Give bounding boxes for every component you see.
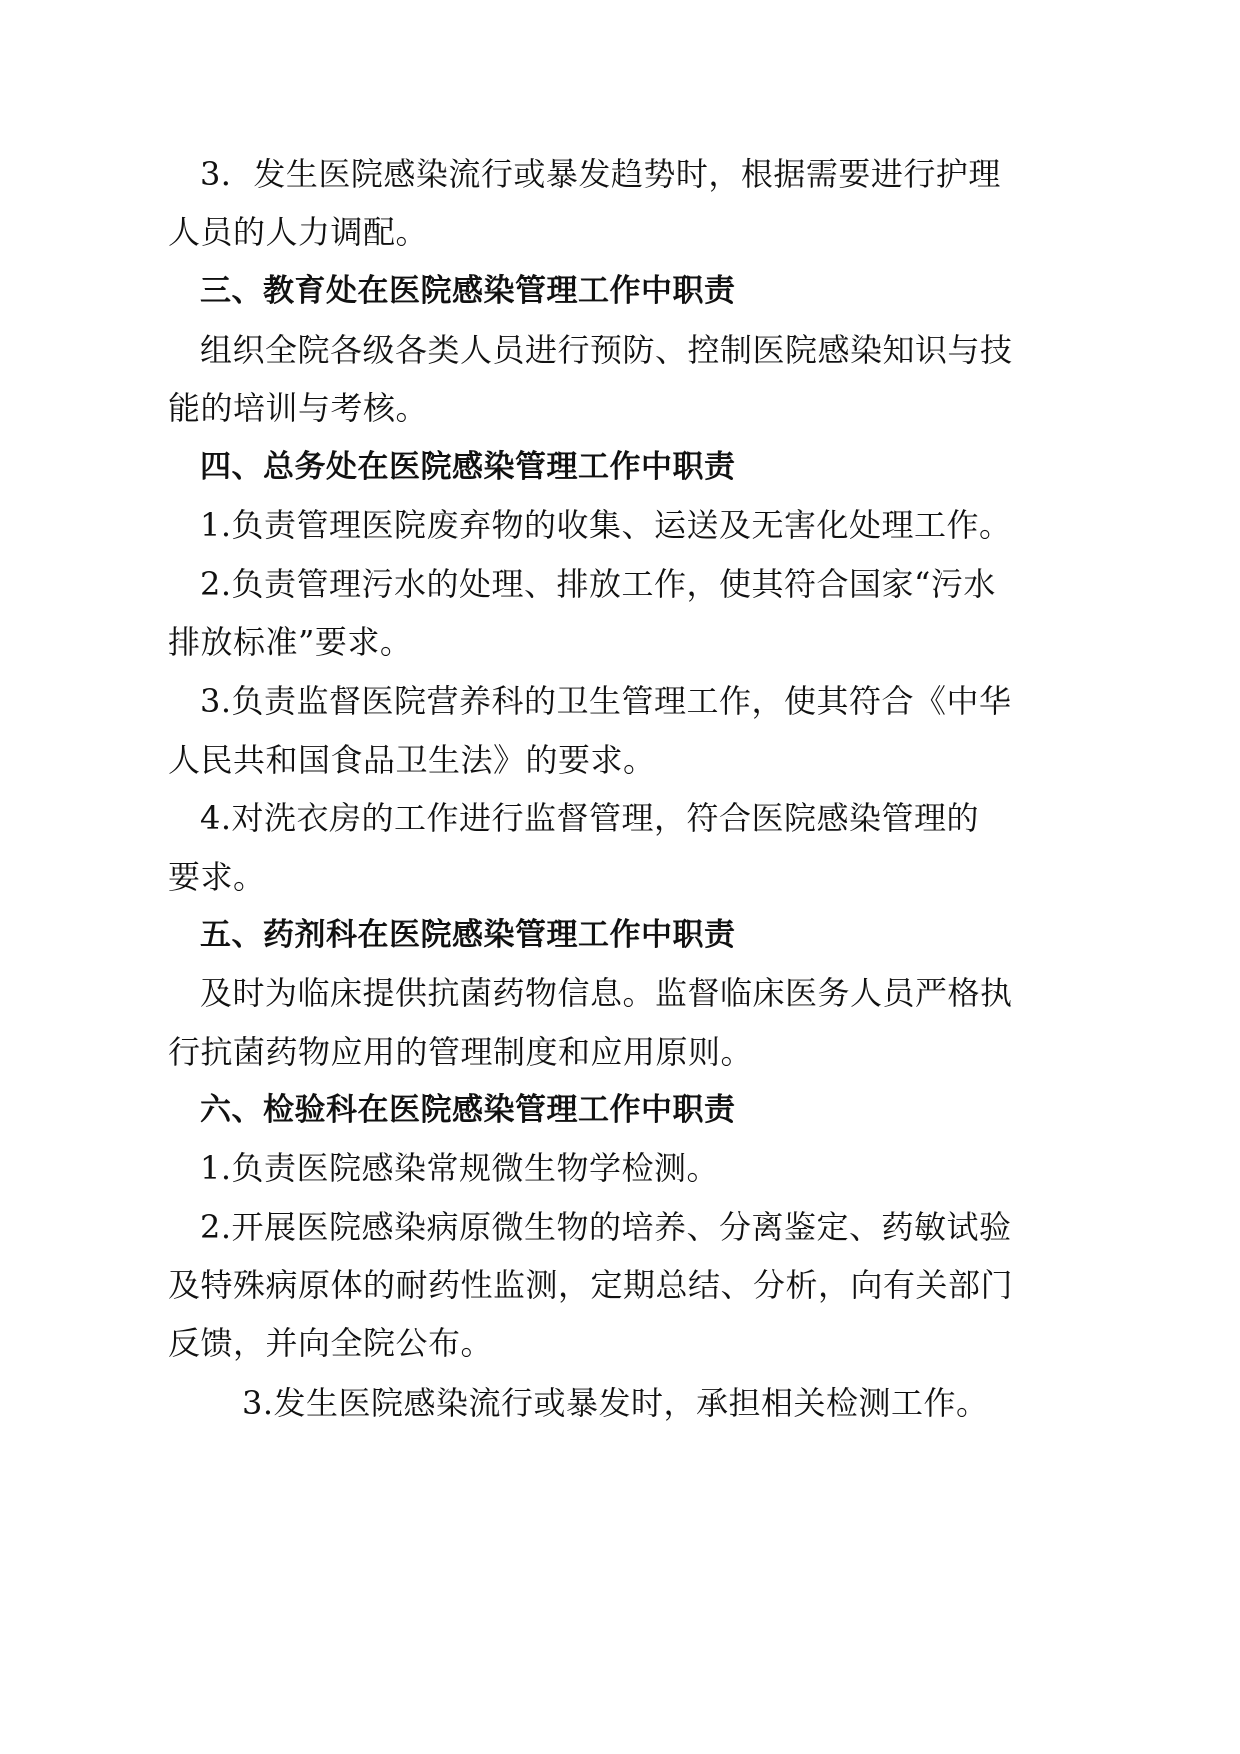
- section-heading: 三、教育处在医院感染管理工作中职责: [200, 273, 736, 309]
- list-item: 1.负责医院感染常规微生物学检测。: [200, 1149, 720, 1187]
- list-item-continuation: 及特殊病原体的耐药性监测，定期总结、分析，向有关部门: [168, 1266, 1014, 1304]
- list-item-continuation: 要求。: [168, 858, 266, 896]
- paragraph-line: 能的培训与考核。: [168, 389, 429, 427]
- list-item: 3.发生医院感染流行或暴发时，承担相关检测工作。: [242, 1384, 989, 1422]
- list-item-continuation: 反馈，并向全院公布。: [168, 1324, 494, 1362]
- paragraph-line: 行抗菌药物应用的管理制度和应用原则。: [168, 1033, 754, 1071]
- list-item: 4.对洗衣房的工作进行监督管理，符合医院感染管理的: [200, 799, 980, 837]
- list-item: 3.负责监督医院营养科的卫生管理工作，使其符合《中华: [200, 682, 1012, 720]
- list-item: 1.负责管理医院废弃物的收集、运送及无害化处理工作。: [200, 506, 1012, 544]
- paragraph-line: 及时为临床提供抗菌药物信息。监督临床医务人员严格执: [200, 974, 1013, 1012]
- section-heading: 六、检验科在医院感染管理工作中职责: [200, 1092, 736, 1128]
- paragraph-line: 组织全院各级各类人员进行预防、控制医院感染知识与技: [200, 331, 1013, 369]
- section-heading: 四、总务处在医院感染管理工作中职责: [200, 449, 736, 485]
- list-item-continuation: 人民共和国食品卫生法》的要求。: [168, 741, 656, 779]
- paragraph-line: 3．发生医院感染流行或暴发趋势时，根据需要进行护理: [200, 155, 1001, 193]
- list-item: 2.负责管理污水的处理、排放工作，使其符合国家“污水: [200, 565, 996, 603]
- list-item: 2.开展医院感染病原微生物的培养、分离鉴定、药敏试验: [200, 1208, 1012, 1246]
- paragraph-line: 人员的人力调配。: [168, 213, 429, 251]
- section-heading: 五、药剂科在医院感染管理工作中职责: [200, 917, 736, 953]
- list-item-continuation: 排放标准”要求。: [168, 623, 413, 661]
